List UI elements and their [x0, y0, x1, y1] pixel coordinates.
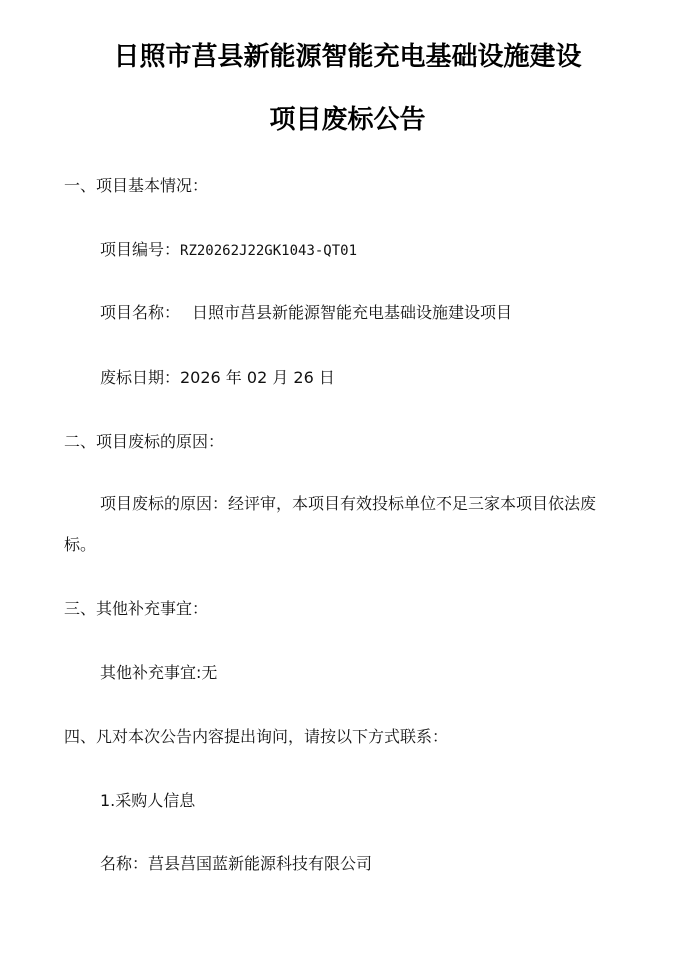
section-1-heading: 一、项目基本情况：	[64, 176, 209, 195]
project-name-label: 项目名称：	[100, 303, 181, 322]
section-4-heading: 四、凡对本次公告内容提出询问，请按以下方式联系：	[64, 727, 449, 746]
document-title-line-2: 项目废标公告	[269, 105, 426, 135]
project-number-value: RZ20262J22GK1043-QT01	[180, 243, 358, 259]
project-number-label: 项目编号：	[100, 240, 181, 259]
section-3-heading: 三、其他补充事宜：	[64, 599, 209, 618]
cancel-date: 废标日期：2026 年 02 月 26 日	[100, 368, 335, 387]
section-2-heading: 二、项目废标的原因：	[64, 432, 225, 451]
project-number-row	[100, 239, 357, 262]
other-matters-content: 其他补充事宜:无	[100, 663, 218, 682]
project-name-value: 日照市莒县新能源智能充电基础设施建设项目	[192, 303, 513, 322]
cancel-reason-paragraph: 项目废标的原因：经评审，本项目有效投标单位不足三家本项目依法废标。	[64, 494, 597, 554]
purchaser-name: 名称：莒县莒国蓝新能源科技有限公司	[100, 854, 373, 873]
purchaser-info-heading: 1.采购人信息	[100, 791, 196, 810]
project-name-row	[100, 302, 512, 324]
document-title-line-1: 日照市莒县新能源智能充电基础设施建设	[113, 42, 582, 72]
